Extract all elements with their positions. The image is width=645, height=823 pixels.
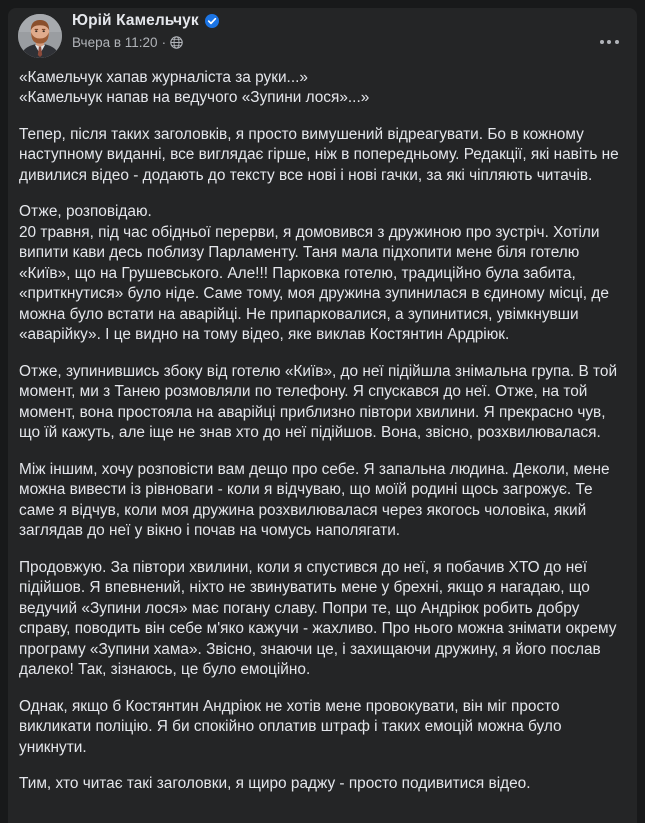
globe-icon[interactable]	[170, 36, 183, 49]
post-meta-row	[72, 36, 219, 50]
more-options-dot	[615, 40, 619, 44]
post-timestamp[interactable]: Вчера в 11:20	[72, 34, 158, 50]
post-body	[8, 64, 637, 795]
more-options-dot	[600, 40, 604, 44]
meta-separator: ·	[161, 34, 167, 50]
post-paragraph: Між іншим, хочу розповісти вам дещо про себе. Я запальна людина. Деколи, мене можна вивести із рівноваги - коли я відчуваю, що моїй родині щось загрожує. Те саме я відчув, коли моя дружина розхвилювалася через якогось чоловіка, який заглядав до неї у вікно і почав на чомусь наполягати.	[19, 460, 610, 540]
social-post-card	[8, 8, 637, 823]
author-name[interactable]: Юрій Камельчук	[72, 12, 199, 29]
avatar[interactable]	[18, 14, 62, 58]
post-author-block	[72, 12, 219, 49]
post-paragraph: «Камельчук хапав журналіста за руки...» «Камельчук напав на ведучого «Зупини лося»...»	[19, 69, 370, 107]
post-paragraph: Продовжую. За півтори хвилини, коли я спустився до неї, я побачив ХТО до неї підійшов. Я впевнений, ніхто не звинуватить мене у брехні, якщо я нагадаю, що ведучий «Зупини лося» має погану славу. Попри те, що Андріюк робить добру справу, поводить він себе м'яко кажучи - жахливо. Про нього можна знімати окрему програму «Зупини хама». Звісно, знаючи це, і захищаючи дружину, я його послав далеко! Так, зізнаюсь, це було емоційно.	[19, 558, 617, 679]
more-options-button[interactable]	[593, 26, 625, 58]
post-paragraph: Тим, хто читає такі заголовки, я щиро раджу - просто подивитися відео.	[19, 775, 531, 793]
more-options-dot	[607, 40, 611, 44]
post-paragraph: Отже, розповідаю. 20 травня, під час обідньої перерви, я домовився з дружиною про зустріч. Хотіли випити кави десь поблизу Парламенту. Таня мала підхопити мене біля готелю «Київ», що на Грушевського. Але!!! Парковка готелю, традиційно була забита, «приткнутися» було ніде. Саме тому, моя дружина зупинилася в єдиному місці, де можна було встати на аварійці. Не припарковалися, а зупинитися, увімкнувши «аварійку». І це видно на тому відео, яке виклав Костянтин Ардріюк.	[19, 203, 609, 344]
post-paragraph: Отже, зупинившись збоку від готелю «Київ», до неї підійшла знімальна група. В той момент, ми з Танею розмовляли по телефону. Я спускався до неї. Отже, на той момент, вона простояла на аварійці приблизно півтори хвилини. Я прекрасно чув, що їй кажуть, але іще не знав хто до неї підійшов. Вона, звісно, розхвилювалася.	[19, 362, 618, 442]
post-paragraph: Тепер, після таких заголовків, я просто вимушений відреагувати. Бо в кожному наступному виданні, все виглядає гірше, ніж в попередньому. Редакції, які навіть не дивилися відео - додають до тексту все нові і нові гачки, за які чіпляють читачів.	[19, 125, 619, 184]
post-paragraph: Однак, якщо б Костянтин Андріюк не хотів мене провокувати, він міг просто викликати поліцію. Я би спокійно оплатив штраф і таких емоцій можна було уникнути.	[19, 697, 562, 756]
post-header	[8, 8, 637, 64]
author-name-row	[72, 13, 219, 29]
verified-badge-icon	[205, 14, 219, 28]
